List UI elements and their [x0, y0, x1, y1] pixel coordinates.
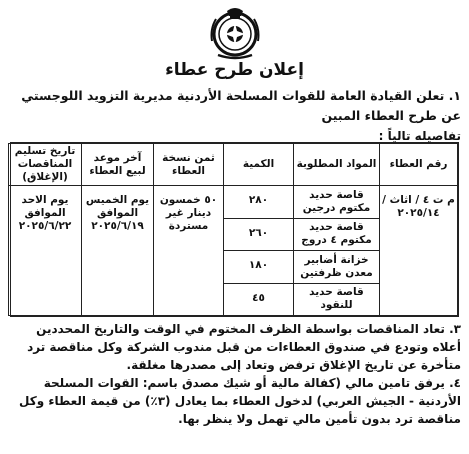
header-materials: المواد المطلوبة [294, 144, 380, 186]
last-sale-date: يوم الخميس الموافق ٢٠٢٥/٦/١٩ [82, 186, 154, 316]
tender-number: م ت ٤ / اثاث / ٢٠٢٥/١٤ [380, 186, 458, 316]
header-last-sale-date: آخر موعد لبيع العطاء [82, 144, 154, 186]
item-name: قاصة حديد مكتوم درجين [294, 186, 380, 219]
header-tender-no: رقم العطاء [380, 144, 458, 186]
clause-3: ٣. تعاد المناقصات بواسطة الظرف المختوم في الوقت والتاريخ المحددين أعلاه وتودع في صندوق العطاءات من قبل مندوب الشركة وكل مناقصة ترد متأخرة عن تاريخ الإغلاق ترفض وتعاد إلى مصدرها مغلقة. [27, 322, 461, 372]
item-qty: ١٨٠ [224, 251, 294, 284]
army-emblem-icon [206, 3, 264, 61]
closing-date: يوم الاحد الموافق ٢٠٢٥/٦/٢٢ [9, 186, 82, 316]
table-row [9, 186, 458, 219]
clause-4: ٤. يرفق تامين مالي (كفالة مالية أو شيك مصدق باسم: القوات المسلحة الأردنية - الجيش العربي) لدخول العطاء بما يعادل (٣٪) من قيمة العطاء وكل مناقصة ترد بدون تأمين مالي تهمل ولا ينظر بها. [19, 376, 461, 426]
intro-paragraph: ١. تعلن القيادة العامة للقوات المسلحة الأردنية مديرية التزويد اللوجستي عن طرح العطاء المبين [21, 88, 461, 123]
table-header-row [9, 144, 458, 186]
copy-price: ٥٠ خمسون دينار غير مستردة [154, 186, 224, 316]
page-title: إعلان طرح عطاء [165, 60, 304, 80]
item-qty: ٢٦٠ [224, 218, 294, 251]
item-qty: ٢٨٠ [224, 186, 294, 219]
tender-table [10, 142, 459, 317]
item-name: خزانة أضابير معدن ظرفتين [294, 251, 380, 284]
header-closing-date: تاريخ تسليم المناقصات (الإغلاق) [9, 144, 82, 186]
item-name: قاصة حديد للنقود [294, 283, 380, 316]
item-name: قاصة حديد مكتوم ٤ دروج [294, 218, 380, 251]
header-copy-price: ثمن نسخة العطاء [154, 144, 224, 186]
item-qty: ٤٥ [224, 283, 294, 316]
header-quantity: الكمية [224, 144, 294, 186]
intro-details-label: تفاصيله تالياً : [378, 129, 461, 143]
